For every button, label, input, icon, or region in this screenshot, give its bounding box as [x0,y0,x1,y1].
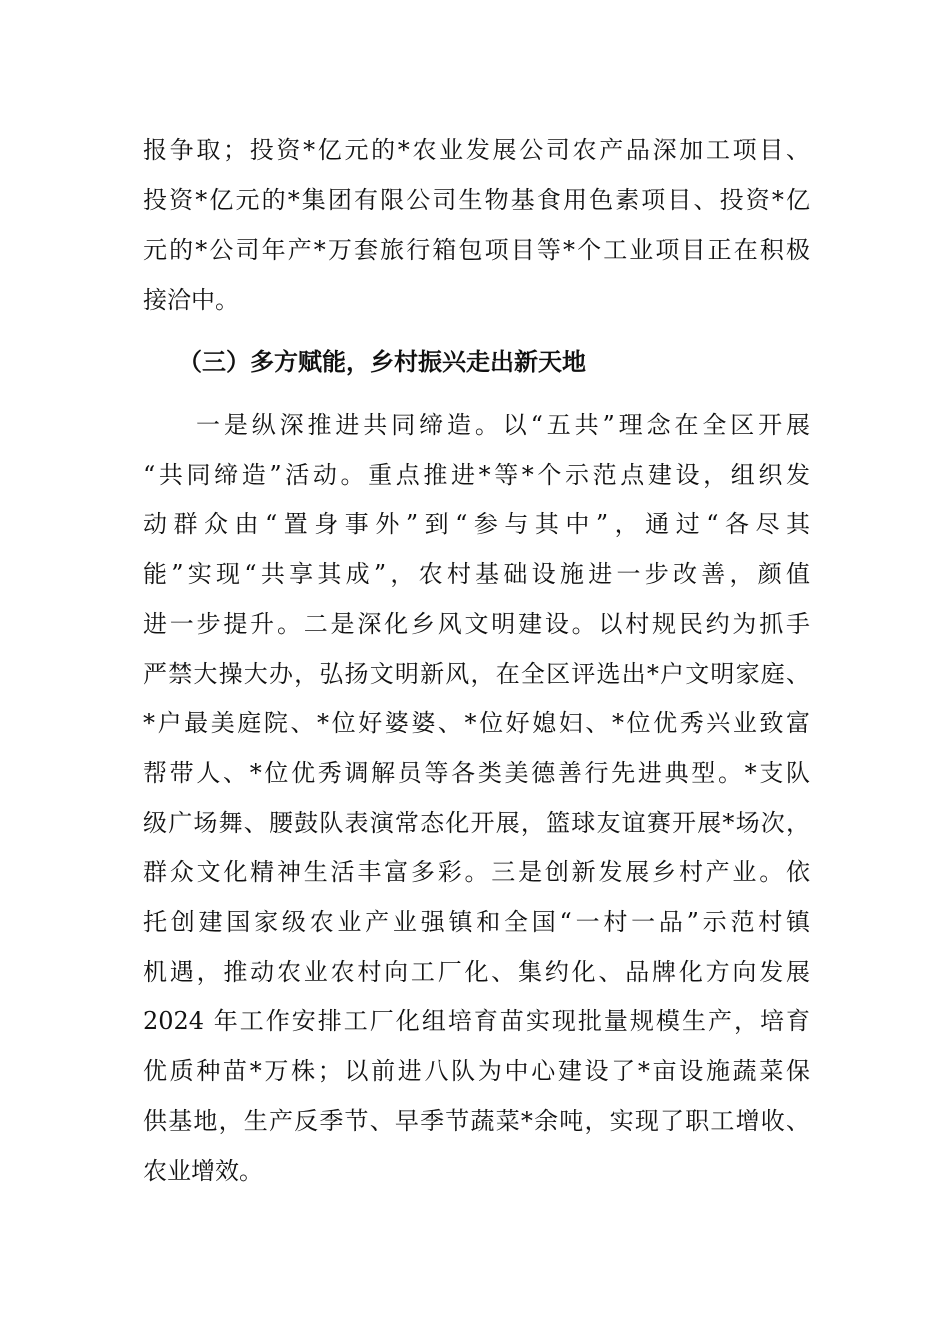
text-line: 投资*亿元的*集团有限公司生物基食用色素项目、投资*亿 [143,186,810,214]
text-line: “共同缔造”活动。重点推进*等*个示范点建设，组织发 [143,460,810,489]
text-line: 农业增效。 [143,1156,263,1185]
text-line: 群众文化精神生活丰富多彩。三是创新发展乡村产业。依 [143,858,810,887]
text-line: 2024 年工作安排工厂化组培育苗实现批量规模生产，培育 [143,1007,810,1036]
text-line: 托创建国家级农业产业强镇和全国“一村一品”示范村镇 [143,908,810,936]
text-line: 接洽中。 [143,286,239,314]
text-line: 供基地，生产反季节、早季节蔬菜*余吨，实现了职工增收、 [143,1106,810,1135]
text-line: 严禁大操大办，弘扬文明新风，在全区评选出*户文明家庭、 [143,659,810,688]
section-heading: （三）多方赋能，乡村振兴走出新天地 [178,348,586,376]
text-line: 帮带人、*位优秀调解员等各类美德善行先进典型。*支队 [143,758,810,787]
text-line: 机遇，推动农业农村向工厂化、集约化、品牌化方向发展 [143,957,810,986]
text-line: 一是纵深推进共同缔造。以“五共”理念在全区开展 [196,411,810,439]
text-line: 报争取；投资*亿元的*农业发展公司农产品深加工项目、 [143,136,810,164]
text-line: *户最美庭院、*位好婆婆、*位好媳妇、*位优秀兴业致富 [143,709,810,738]
text-line: 元的*公司年产*万套旅行箱包项目等*个工业项目正在积极 [143,236,810,264]
text-line: 级广场舞、腰鼓队表演常态化开展，篮球友谊赛开展*场次， [143,808,810,837]
text-line: 优质种苗*万株；以前进八队为中心建设了*亩设施蔬菜保 [143,1057,810,1086]
text-line: 动群众由“置身事外”到“参与其中”，通过“各尽其 [143,510,810,539]
text-line: 进一步提升。二是深化乡风文明建设。以村规民约为抓手 [143,609,810,638]
text-line: 能”实现“共享其成”，农村基础设施进一步改善，颜值 [143,560,810,589]
